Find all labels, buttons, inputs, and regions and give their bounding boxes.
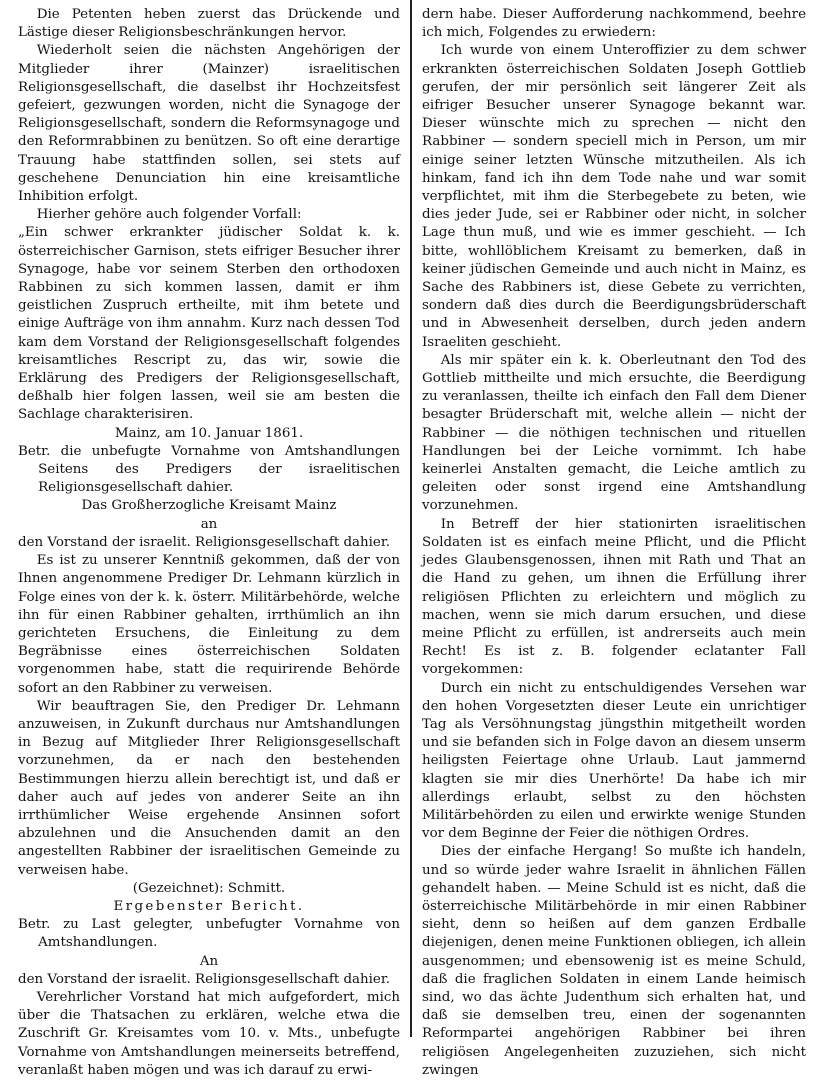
paragraph: an	[200, 516, 218, 532]
paragraph: Betr. zu Last gelegter, unbefugter Vornahme von Amtshandlungen.	[18, 917, 400, 951]
paragraph: Das Großherzogliche Kreisamt Mainz	[81, 498, 337, 514]
paragraph: Es ist zu unserer Kenntniß gekommen, daß der von Ihnen angenommene Prediger Dr. Lehmann kürzlich in Folge eines von der k. k. österr. Militärbehörde, welche ihn für einen Rabbiner gehalten, irrthümlich an ihn gerichteten Ersuchens, die Einleitung zu dem Begräbnisse eines österreichischen Soldaten vorgenommen habe, statt die requirirende Behörde sofort an den Rabbiner zu verweisen.	[18, 553, 400, 696]
paragraph: (Gezeichnet): Schmitt.	[132, 880, 286, 896]
paragraph: Als mir später ein k. k. Oberleutnant den Tod des Gottlieb mittheilte und mich ersuchte, die Beerdigung zu veranlassen, theilte ich einfach den Fall dem Diener besagter Brüderschaft mit, welche allein — nicht der Rabbiner — die nöthigen technischen und rituellen Handlungen bei der Leiche vornimmt. Ich habe keinerlei Anstalten gemacht, die Leiche amtlich zu geleiten oder sonst irgend eine Amtshandlung vorzunehmen.	[422, 352, 806, 514]
paragraph: Durch ein nicht zu entschuldigendes Versehen war den hohen Vorgesetzten dieser Leute ein unrichtiger Tag als Versöhnungstag jüngsthin mitgetheilt worden und sie befanden sich in Folge davon an diesem unserm heiligsten Feiertage ohne Urlaub. Laut jammernd klagten sie mir dies Unerhörte! Da habe ich mir allerdings erlaubt, selbst zu den höchsten Militärbehörden zu eilen und erwirkte wenige Stunden vor dem Beginne der Feier die nöthigen Ordres.	[422, 680, 806, 842]
paragraph: Dies der einfache Hergang! So mußte ich handeln, und so würde jeder wahre Israelit in ähnlichen Fällen gehandelt haben. — Meine Schuld ist es nicht, daß die österreichische Militärbehörde in mir einen Rabbiner sieht, denn so heißen auf dem ganzen Erdballe diejenigen, denen meine Funktionen obliegen, ich allein ausgenommen; und ebensowenig ist es meine Schuld, daß die fraglichen Soldaten in einem Lande heimisch sind, wo das ächte Judenthum sich erhalten hat, und daß sie demselben treu, einen der sogenannten Reformpartei angehörigen Rabbiner bei ihren religiösen Angelegenheiten zuzuziehen, sich nicht zwingen	[422, 844, 806, 1078]
paragraph: Die Petenten heben zuerst das Drückende und Lästige dieser Religionsbeschränkungen hervor.	[18, 7, 400, 41]
paragraph: In Betreff der hier stationirten israelitischen Soldaten ist es einfach meine Pflicht, und die Pflicht jedes Glaubensgenossen, ihnen mit Rath und That an die Hand zu gehen, um ihnen die Erfüllung ihrer religiösen Pflichten zu erleichtern und möglich zu machen, wenn sie mich darum ersuchen, und diese meine Pflicht zu erfüllen, ist andrerseits auch mein Recht! Es ist z. B. folgender eclatanter Fall vorgekommen:	[422, 516, 806, 678]
paragraph: Wir beauftragen Sie, den Prediger Dr. Lehmann anzuweisen, in Zukunft durchaus nur Amtshandlungen in Bezug auf Mitglieder Ihrer Religionsgesellschaft vorzunehmen, da er nach den bestehenden Bestimmungen hierzu allein berechtigt ist, und daß er daher auch auf jedes von anderer Seite an ihn irrthümlicher Weise ergehende Ansinnen sofort abzulehnen und die Ansuchenden damit an den angestellten Rabbiner der israelitischen Gemeinde zu verweisen habe.	[18, 698, 400, 878]
paragraph: Verehrlicher Vorstand hat mich aufgefordert, mich über die Thatsachen zu erklären, welche etwa die Zuschrift Gr. Kreisamtes vom 10. v. Mts., unbefugte Vornahme von Amtshandlungen meinerseits betreffend, veranlaßt haben mögen und was ich darauf zu erwi-	[18, 989, 400, 1078]
left-column	[18, 6, 400, 1078]
paragraph: Ich wurde von einem Unteroffizier zu dem schwer erkrankten österreichischen Soldaten Joseph Gottlieb gerufen, der mir persönlich seit längerer Zeit als eifriger Besucher unserer Synagoge bekannt war. Dieser wünschte mich zu sprechen — nicht den Rabbiner — sondern speciell mich in Person, um mir einige seiner letzten Wünsche mitzutheilen. Als ich hinkam, fand ich ihn dem Tode nahe und war somit verpflichtet, mit ihm die Sterbegebete zu beten, wie dies jeder Jude, sei er Rabbiner oder nicht, in solcher Lage thun muß, und wie es immer geschieht. — Ich bitte, wohllöblichem Kreisamt zu bemerken, daß in keiner jüdischen Gemeinde und auch nicht in Mainz, es Sache des Rabbiners ist, diese Gebete zu verrichten, sondern daß dies durch die Beerdigungsbrüderschaft und in Abwesenheit derselben, durch jeden andern Israeliten geschieht.	[422, 43, 806, 350]
paragraph: Wiederholt seien die nächsten Angehörigen der Mitglieder ihrer (Mainzer) israelitischen Religionsgesellschaft, die daselbst ihr Hochzeitsfest gefeiert, gezwungen worden, nicht die Synagoge der Religionsgesellschaft, sondern die Reformsynagoge und den Reformrabbinen zu benützen. So oft eine derartige Trauung habe stattfinden sollen, sei stets auf geschehene Denunciation hin eine kreisamtliche Inhibition erfolgt.	[18, 43, 400, 205]
paragraph: Mainz, am 10. Januar 1861.	[114, 425, 304, 441]
paragraph: den Vorstand der israelit. Religionsgesellschaft dahier.	[18, 971, 391, 987]
paragraph: Ergebenster Bericht.	[113, 898, 305, 914]
paragraph: An	[199, 953, 219, 969]
paragraph: dern habe. Dieser Aufforderung nachkommend, beehre ich mich, Folgendes zu erwiedern:	[422, 7, 806, 41]
paragraph: „Ein schwer erkrankter jüdischer Soldat k. k. österreichischer Garnison, stets eifriger Besucher ihrer Synagoge, habe vor seinem Sterben den orthodoxen Rabbinen zu sich kommen lassen, damit er ihm geistlichen Zuspruch ertheilte, mit ihm betete und einige Aufträge von ihm annahm. Kurz nach dessen Tod kam dem Vorstand der Religionsgesellschaft folgendes kreisamtliches Rescript zu, das wir, sowie die Erklärung des Predigers der Religionsgesellschaft, deßhalb hier folgen lassen, weil sie am besten die Sachlage charakterisiren.	[18, 225, 400, 423]
paragraph: den Vorstand der israelit. Religionsgesellschaft dahier.	[18, 534, 391, 550]
paragraph: Hierher gehöre auch folgender Vorfall:	[36, 207, 302, 223]
paragraph: Betr. die unbefugte Vornahme von Amtshandlungen Seitens des Predigers der israelitischen Religionsgesellschaft dahier.	[18, 443, 400, 496]
right-column	[422, 6, 806, 1078]
column-divider	[410, 0, 412, 1037]
